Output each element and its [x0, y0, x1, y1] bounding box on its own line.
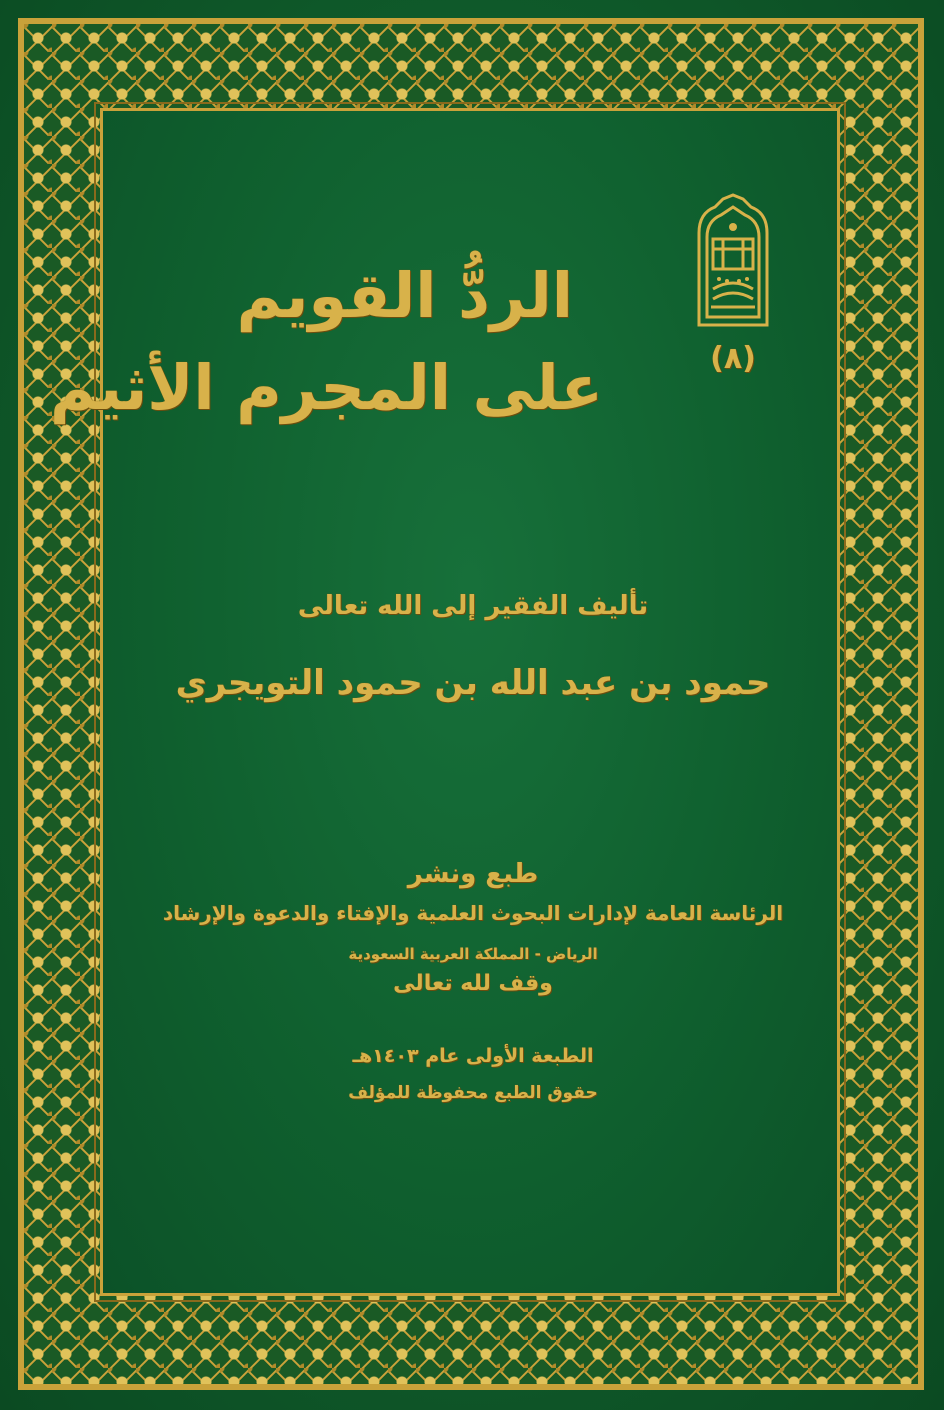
title-line-2: على المجرم الأثيم: [50, 351, 603, 424]
author-name: حمود بن عبد الله بن حمود التويجري: [175, 663, 771, 703]
volume-number: (٨): [710, 341, 756, 376]
copyright-note: حقوق الطبع محفوظة للمؤلف: [348, 1083, 598, 1103]
publisher-name: الرئاسة العامة لإدارات البحوث العلمية والإفتاء والدعوة والإرشاد: [162, 901, 784, 925]
publisher-emblem-icon: [691, 193, 775, 333]
title-line-1: الردُّ القويم: [236, 259, 573, 332]
edition-info: الطبعة الأولى عام ١٤٠٣هـ: [352, 1045, 594, 1067]
waqf-note: وقف لله تعالى: [393, 971, 553, 996]
print-label: طبع ونشر: [407, 859, 539, 889]
publisher-location: الرياض - المملكة العربية السعودية: [348, 945, 598, 963]
author-label: تأليف الفقير إلى الله تعالى: [297, 591, 649, 621]
cover-panel: [50, 108, 840, 1296]
